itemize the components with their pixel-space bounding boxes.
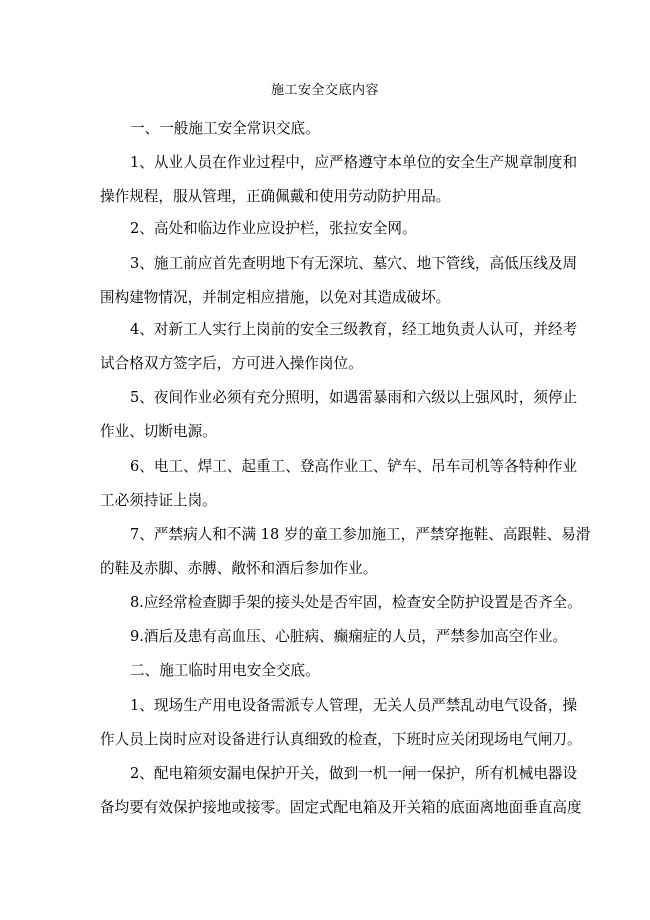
paragraph-item xyxy=(100,689,582,757)
paragraph-item xyxy=(100,620,578,654)
paragraph-line: 2、配电箱须安漏电保护开关，做到一机一闸一保护，所有机械电器设 xyxy=(130,765,578,782)
paragraph-item xyxy=(100,381,578,449)
paragraph-line: 3、施工前应首先查明地下有无深坑、墓穴、地下管线，高低压线及周 xyxy=(130,255,578,272)
paragraph-item xyxy=(100,450,578,518)
paragraph-line: 的鞋及赤脚、赤膊、敞怀和酒后参加作业。 xyxy=(100,560,378,577)
paragraph-line: 操作规程，服从管理，正确佩戴和使用劳动防护用品。 xyxy=(100,188,451,205)
paragraph-item xyxy=(100,247,578,315)
paragraph-item xyxy=(100,518,591,586)
section-heading-text: 一、一般施工安全常识交底。 xyxy=(130,120,320,137)
paragraph-item xyxy=(100,757,582,825)
paragraph-item xyxy=(100,146,578,214)
paragraph-line: 作业、切断电源。 xyxy=(100,423,217,440)
paragraph-line: 7、严禁病人和不满 18 岁的童工参加施工，严禁穿拖鞋、高跟鞋、易滑 xyxy=(130,526,591,543)
paragraph-line: 围构建物情况，并制定相应措施，以免对其造成破坏。 xyxy=(100,289,451,306)
paragraph-item xyxy=(100,586,582,620)
paragraph-item xyxy=(100,313,578,381)
paragraph-line: 作人员上岗时应对设备进行认真细致的检查，下班时应关闭现场电气闸刀。 xyxy=(100,731,582,748)
paragraph-line: 工必须持证上岗。 xyxy=(100,492,217,509)
paragraph-line: 6、电工、焊工、起重工、登高作业工、铲车、吊车司机等各特种作业 xyxy=(130,458,578,475)
paragraph-line: 1、从业人员在作业过程中，应严格遵守本单位的安全生产规章制度和 xyxy=(130,154,578,171)
section-heading-1 xyxy=(100,112,578,146)
paragraph-line: 备均要有效保护接地或接零。固定式配电箱及开关箱的底面离地面垂直高度 xyxy=(100,799,582,816)
paragraph-line: 试合格双方签字后，方可进入操作岗位。 xyxy=(100,355,363,372)
section-heading-text: 二、施工临时用电安全交底。 xyxy=(130,662,320,679)
paragraph-line: 9.酒后及患有高血压、心脏病、癫痫症的人员，严禁参加高空作业。 xyxy=(130,628,568,645)
paragraph-line: 2、高处和临边作业应设护栏，张拉安全网。 xyxy=(130,220,417,237)
paragraph-line: 5、夜间作业必须有充分照明，如遇雷暴雨和六级以上强风时，须停止 xyxy=(130,389,578,406)
paragraph-item xyxy=(100,212,578,246)
section-heading-2 xyxy=(100,654,578,688)
document-title: 施工安全交底内容 xyxy=(270,83,379,98)
paragraph-line: 1、现场生产用电设备需派专人管理，无关人员严禁乱动电气设备，操 xyxy=(130,697,578,714)
paragraph-line: 4、对新工人实行上岗前的安全三级教育，经工地负责人认可，并经考 xyxy=(130,321,578,338)
paragraph-line: 8.应经常检查脚手架的接头处是否牢固，检查安全防护设置是否齐全。 xyxy=(130,594,582,611)
